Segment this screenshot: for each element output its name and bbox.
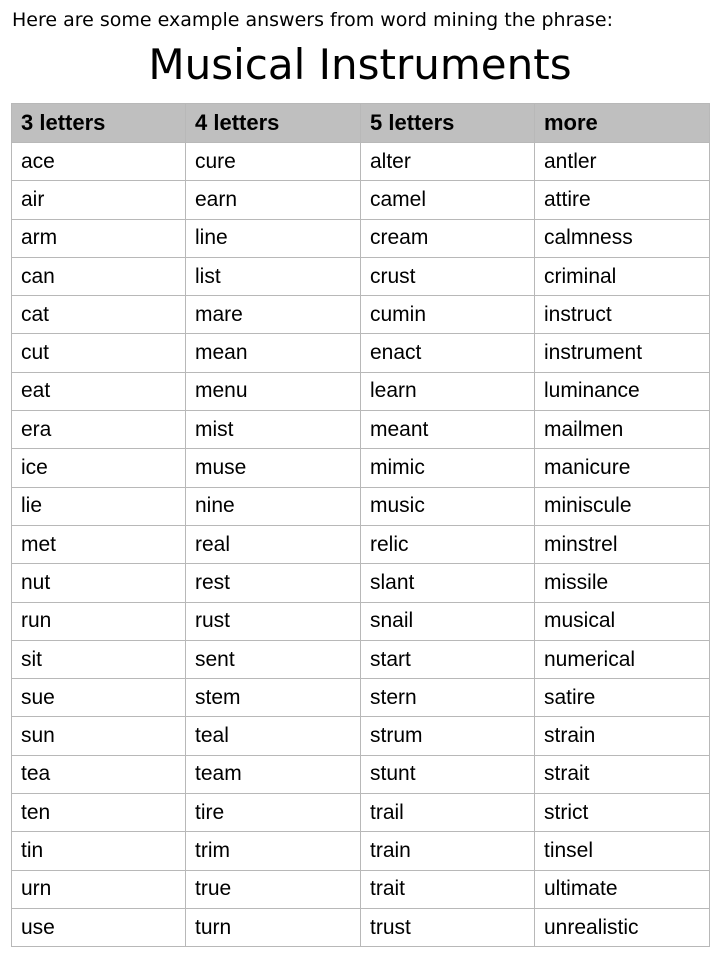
word-more: minstrel	[535, 525, 710, 563]
word-5-letters: learn	[361, 372, 535, 410]
intro-text: Here are some example answers from word mining the phrase:	[12, 9, 614, 31]
word-4-letters: list	[186, 257, 361, 295]
word-3-letters: use	[12, 908, 186, 946]
word-5-letters: snail	[361, 602, 535, 640]
word-5-letters: slant	[361, 564, 535, 602]
word-3-letters: ace	[12, 143, 186, 181]
table-row	[12, 755, 710, 793]
word-5-letters: relic	[361, 525, 535, 563]
header-row	[12, 104, 710, 143]
word-3-letters: urn	[12, 870, 186, 908]
word-5-letters: mimic	[361, 449, 535, 487]
table-row	[12, 487, 710, 525]
word-more: instruct	[535, 296, 710, 334]
word-4-letters: rest	[186, 564, 361, 602]
word-4-letters: rust	[186, 602, 361, 640]
word-5-letters: cumin	[361, 296, 535, 334]
word-3-letters: air	[12, 181, 186, 219]
word-4-letters: tire	[186, 794, 361, 832]
table-row	[12, 257, 710, 295]
word-4-letters: true	[186, 870, 361, 908]
word-4-letters: cure	[186, 143, 361, 181]
word-table-body	[12, 143, 710, 947]
word-3-letters: tin	[12, 832, 186, 870]
word-more: instrument	[535, 334, 710, 372]
table-row	[12, 372, 710, 410]
word-5-letters: start	[361, 640, 535, 678]
table-row	[12, 525, 710, 563]
table-row	[12, 296, 710, 334]
table-row	[12, 717, 710, 755]
header-more: more	[535, 104, 710, 143]
page-title: Musical Instruments	[148, 40, 572, 89]
word-5-letters: crust	[361, 257, 535, 295]
word-more: ultimate	[535, 870, 710, 908]
word-5-letters: alter	[361, 143, 535, 181]
word-more: manicure	[535, 449, 710, 487]
word-more: luminance	[535, 372, 710, 410]
word-more: calmness	[535, 219, 710, 257]
word-3-letters: can	[12, 257, 186, 295]
word-4-letters: sent	[186, 640, 361, 678]
word-3-letters: tea	[12, 755, 186, 793]
table-row	[12, 449, 710, 487]
word-more: musical	[535, 602, 710, 640]
word-5-letters: trust	[361, 908, 535, 946]
word-4-letters: real	[186, 525, 361, 563]
word-4-letters: stem	[186, 679, 361, 717]
word-more: unrealistic	[535, 908, 710, 946]
word-3-letters: sue	[12, 679, 186, 717]
word-more: criminal	[535, 257, 710, 295]
word-4-letters: nine	[186, 487, 361, 525]
word-3-letters: cut	[12, 334, 186, 372]
word-5-letters: camel	[361, 181, 535, 219]
table-row	[12, 602, 710, 640]
table-row	[12, 908, 710, 946]
word-5-letters: enact	[361, 334, 535, 372]
word-more: missile	[535, 564, 710, 602]
word-more: tinsel	[535, 832, 710, 870]
word-5-letters: meant	[361, 411, 535, 449]
word-3-letters: cat	[12, 296, 186, 334]
word-4-letters: mean	[186, 334, 361, 372]
word-3-letters: lie	[12, 487, 186, 525]
table-row	[12, 832, 710, 870]
word-3-letters: sit	[12, 640, 186, 678]
word-more: strict	[535, 794, 710, 832]
word-4-letters: muse	[186, 449, 361, 487]
word-4-letters: line	[186, 219, 361, 257]
header-5-letters: 5 letters	[361, 104, 535, 143]
word-more: strait	[535, 755, 710, 793]
table-row	[12, 334, 710, 372]
word-3-letters: met	[12, 525, 186, 563]
table-row	[12, 794, 710, 832]
word-3-letters: eat	[12, 372, 186, 410]
table-row	[12, 679, 710, 717]
word-3-letters: arm	[12, 219, 186, 257]
word-3-letters: nut	[12, 564, 186, 602]
word-more: satire	[535, 679, 710, 717]
word-4-letters: earn	[186, 181, 361, 219]
table-row	[12, 143, 710, 181]
table-row	[12, 181, 710, 219]
word-3-letters: ten	[12, 794, 186, 832]
table-row	[12, 640, 710, 678]
word-5-letters: strum	[361, 717, 535, 755]
word-more: antler	[535, 143, 710, 181]
word-more: strain	[535, 717, 710, 755]
word-4-letters: team	[186, 755, 361, 793]
table-row	[12, 411, 710, 449]
word-4-letters: mist	[186, 411, 361, 449]
word-more: mailmen	[535, 411, 710, 449]
word-table	[11, 103, 710, 947]
word-5-letters: stunt	[361, 755, 535, 793]
table-row	[12, 870, 710, 908]
word-5-letters: cream	[361, 219, 535, 257]
word-4-letters: trim	[186, 832, 361, 870]
word-4-letters: teal	[186, 717, 361, 755]
word-5-letters: train	[361, 832, 535, 870]
word-4-letters: menu	[186, 372, 361, 410]
header-3-letters: 3 letters	[12, 104, 186, 143]
word-3-letters: ice	[12, 449, 186, 487]
word-5-letters: stern	[361, 679, 535, 717]
word-more: miniscule	[535, 487, 710, 525]
word-5-letters: trait	[361, 870, 535, 908]
word-more: numerical	[535, 640, 710, 678]
word-3-letters: era	[12, 411, 186, 449]
word-3-letters: run	[12, 602, 186, 640]
header-4-letters: 4 letters	[186, 104, 361, 143]
word-4-letters: turn	[186, 908, 361, 946]
word-5-letters: music	[361, 487, 535, 525]
word-5-letters: trail	[361, 794, 535, 832]
word-4-letters: mare	[186, 296, 361, 334]
table-row	[12, 219, 710, 257]
word-3-letters: sun	[12, 717, 186, 755]
table-row	[12, 564, 710, 602]
word-more: attire	[535, 181, 710, 219]
